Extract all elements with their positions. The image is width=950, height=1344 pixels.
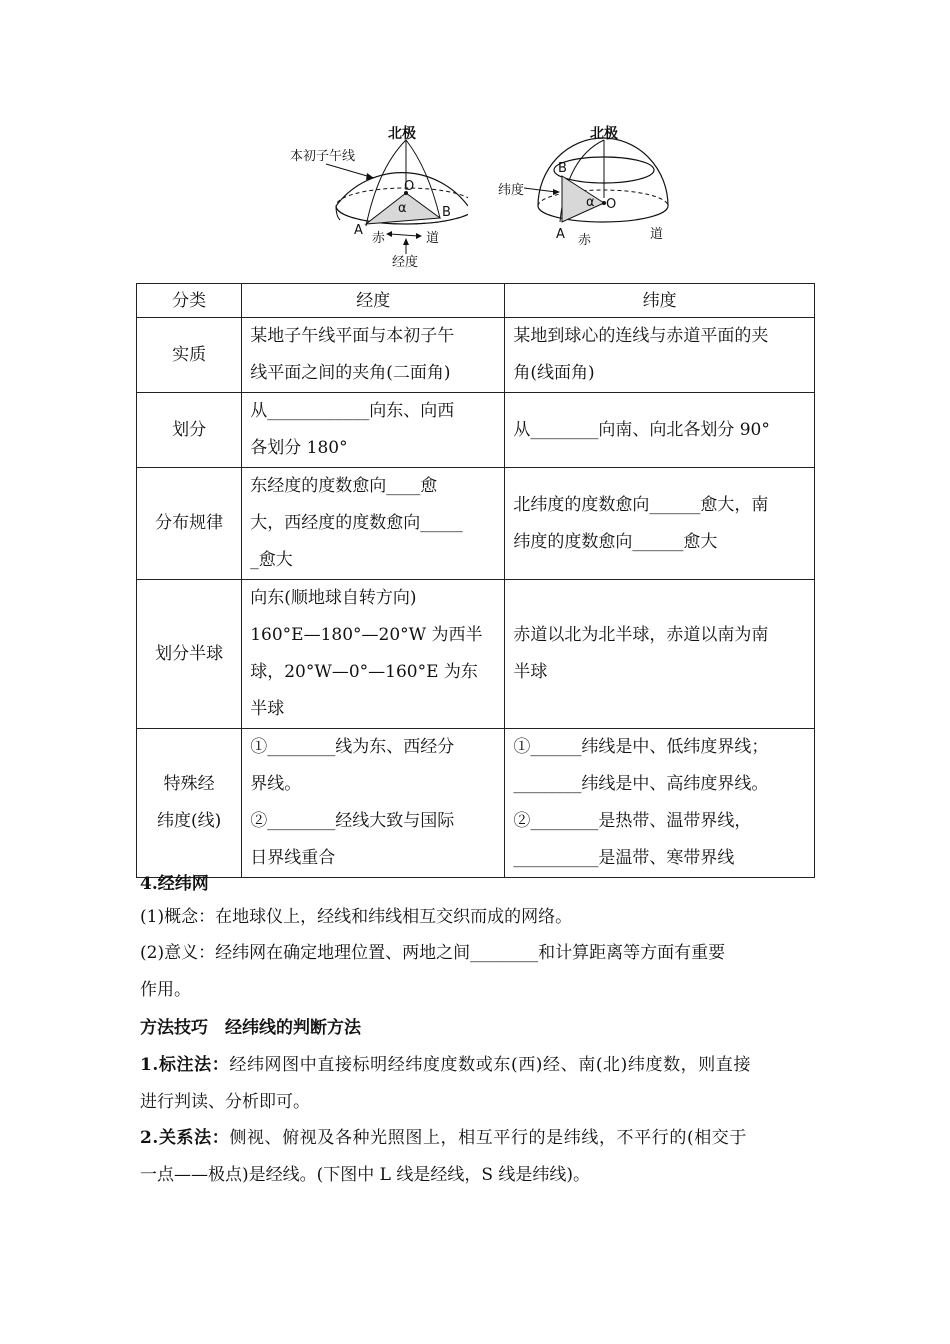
prime-meridian-label: 本初子午线: [290, 149, 356, 164]
table-row: [137, 318, 815, 393]
table-header-cell: 分类: [137, 284, 242, 318]
row-label: 分布规律: [137, 468, 242, 580]
row-label: 划分: [137, 393, 242, 468]
right-o-label: O: [606, 197, 617, 212]
latitude-diagram: [494, 118, 694, 278]
right-dao-label: 道: [650, 227, 664, 242]
paragraph: [140, 1120, 812, 1157]
lon-cell: [242, 318, 505, 393]
paragraph: (2)意义：经纬网在确定地理位置、两地之间________和计算距离等方面有重要: [140, 943, 726, 963]
cell-line: ①______纬线是中、低纬度界线；: [513, 737, 769, 757]
cell-line: 从________向南、向北各划分 90°: [513, 419, 770, 440]
right-a-label: A: [556, 227, 565, 242]
left-a-label: A: [354, 223, 363, 238]
cell-line: 北纬度的度数愈向______愈大，南: [513, 494, 769, 515]
table-row: [137, 580, 815, 729]
longitude-label: 经度: [392, 255, 419, 270]
left-o-label: O: [404, 179, 415, 194]
lon-cell: [242, 468, 505, 580]
cell-line: 半球: [513, 662, 548, 682]
cell-line: 球，20°W—0°—160°E 为东: [250, 662, 478, 682]
longitude-diagram: [278, 118, 468, 278]
cell-line: 大，西经度的度数愈向_____: [250, 513, 463, 533]
paragraph: 作用。: [140, 980, 191, 1000]
cell-line: ________纬线是中、高纬度界线。: [513, 774, 769, 794]
lon-cell: [242, 393, 505, 468]
cell-line: ①________线为东、西经分: [250, 737, 455, 757]
lat-cell: [505, 580, 815, 729]
cell-line: 160°E—180°—20°W 为西半: [250, 625, 483, 645]
cell-line: 纬度(线): [156, 811, 222, 831]
lat-cell: [505, 468, 815, 580]
cell-line: 日界线重合: [250, 848, 336, 868]
paragraph: 一点——极点)是经线。(下图中 L 线是经线，S 线是纬线)。: [140, 1165, 591, 1185]
method-text: 侧视、俯视及各种光照图上，相互平行的是纬线，不平行的(相交于: [229, 1128, 747, 1148]
cell-line: 某地到球心的连线与赤道平面的夹: [513, 326, 769, 346]
cell-line: 赤道以北为北半球，赤道以南为南: [513, 625, 769, 645]
lat-cell: [505, 729, 815, 878]
lat-cell: [505, 393, 815, 468]
right-north-pole-label: 北极: [590, 126, 618, 142]
cell-line: 半球: [250, 699, 285, 719]
cell-line: 特殊经: [163, 774, 215, 794]
right-alpha-label: α: [586, 195, 595, 210]
left-chi-label: 赤: [372, 231, 386, 246]
lon-cell: [242, 580, 505, 729]
right-chi-label: 赤: [578, 233, 592, 248]
paragraph: [140, 1047, 812, 1084]
table-row: [137, 468, 815, 580]
cell-line: 从____________向东、向西: [250, 401, 455, 421]
table-header-row: [137, 284, 815, 318]
lat-cell: [505, 318, 815, 393]
cell-line: __________是温带、寒带界线: [513, 848, 735, 868]
table-header-cell: 纬度: [505, 284, 815, 318]
right-b-label: B: [558, 161, 567, 176]
table-row: [137, 729, 815, 878]
section-title: 4.经纬网: [140, 874, 209, 894]
cell-line: ②________经线大致与国际: [250, 811, 455, 831]
latitude-label: 纬度: [498, 183, 525, 198]
tips-title: 方法技巧 经纬线的判断方法: [140, 1018, 361, 1038]
row-label: [137, 729, 242, 878]
paragraph: (1)概念：在地球仪上，经线和纬线相互交织而成的网络。: [140, 907, 573, 927]
cell-line: 向东(顺地球自转方向): [250, 588, 417, 608]
cell-line: ②________是热带、温带界线，: [513, 811, 752, 831]
cell-line: 界线。: [250, 774, 302, 794]
cell-line: 某地子午线平面与本初子午: [250, 326, 455, 346]
method-label: 2.关系法：: [140, 1128, 230, 1148]
cell-line: 纬度的度数愈向______愈大: [513, 531, 718, 552]
method-label: 1.标注法：: [140, 1055, 230, 1075]
row-label: 实质: [137, 318, 242, 393]
cell-line: _愈大: [250, 550, 293, 570]
lon-cell: [242, 729, 505, 878]
cell-line: 角(线面角): [513, 363, 595, 383]
left-north-pole-label: 北极: [388, 126, 416, 142]
left-alpha-label: α: [398, 201, 407, 216]
lonlat-table: [136, 283, 815, 878]
cell-line: 线平面之间的夹角(二面角): [250, 363, 451, 383]
table-row: [137, 393, 815, 468]
left-b-label: B: [442, 205, 451, 220]
row-label: 划分半球: [137, 580, 242, 729]
table-header-cell: 经度: [242, 284, 505, 318]
cell-line: 各划分 180°: [250, 438, 348, 458]
cell-line: 东经度的度数愈向____愈: [250, 476, 438, 496]
globe-figures: [0, 118, 950, 278]
left-dao-label: 道: [426, 231, 440, 246]
method-text: 经纬网图中直接标明经纬度度数或东(西)经、南(北)纬度数，则直接: [229, 1055, 752, 1075]
paragraph: 进行判读、分析即可。: [140, 1092, 310, 1112]
